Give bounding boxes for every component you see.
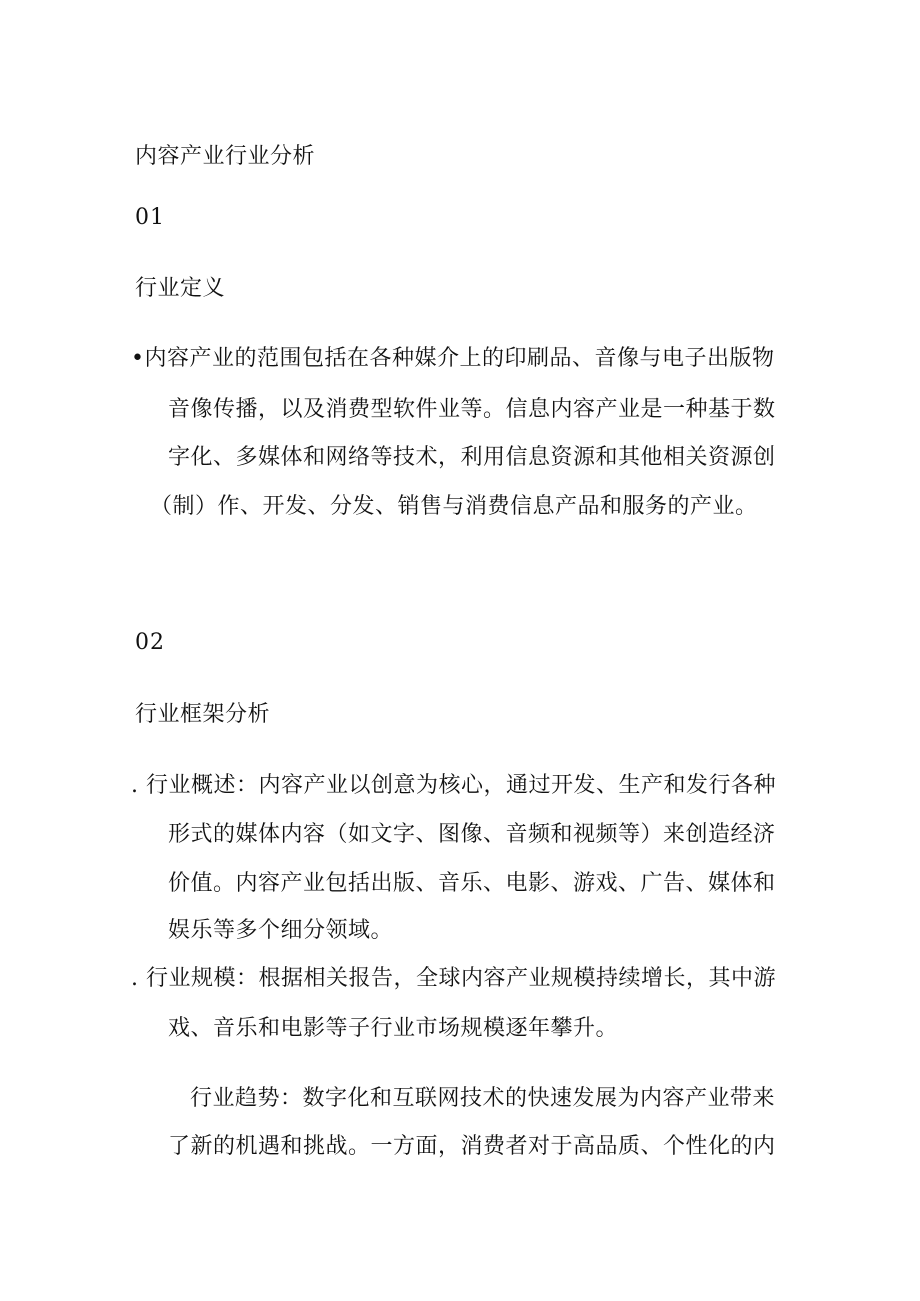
section-heading: 行业框架分析 (135, 702, 271, 727)
paragraph-line: •内容产业的范围包括在各种媒介上的印刷品、音像与电子出版物 (131, 346, 775, 371)
paragraph-line: （制）作、开发、分发、销售与消费信息产品和服务的产业。 (150, 494, 758, 519)
paragraph-line: 形式的媒体内容（如文字、图像、音频和视频等）来创造经济 (168, 822, 776, 847)
section-heading: 行业定义 (135, 276, 226, 301)
paragraph-line: 字化、多媒体和网络等技术，利用信息资源和其他相关资源创 (168, 445, 776, 470)
paragraph-line: . 行业规模：根据相关报告，全球内容产业规模持续增长，其中游 (131, 966, 776, 991)
paragraph-line: 娱乐等多个细分领域。 (168, 918, 394, 943)
paragraph-line: 价值。内容产业包括出版、音乐、电影、游戏、广告、媒体和 (168, 871, 776, 896)
section-number: 01 (135, 205, 165, 230)
paragraph-line: 戏、音乐和电影等子行业市场规模逐年攀升。 (168, 1016, 619, 1041)
document-title: 内容产业行业分析 (135, 144, 316, 169)
paragraph-line: 行业趋势：数字化和互联网技术的快速发展为内容产业带来 (190, 1086, 776, 1111)
section-number: 02 (135, 630, 165, 655)
paragraph-line: 了新的机遇和挑战。一方面，消费者对于高品质、个性化的内 (168, 1134, 776, 1159)
paragraph-line: . 行业概述：内容产业以创意为核心，通过开发、生产和发行各种 (131, 773, 776, 798)
paragraph-line: 音像传播，以及消费型软件业等。信息内容产业是一种基于数 (168, 397, 776, 422)
